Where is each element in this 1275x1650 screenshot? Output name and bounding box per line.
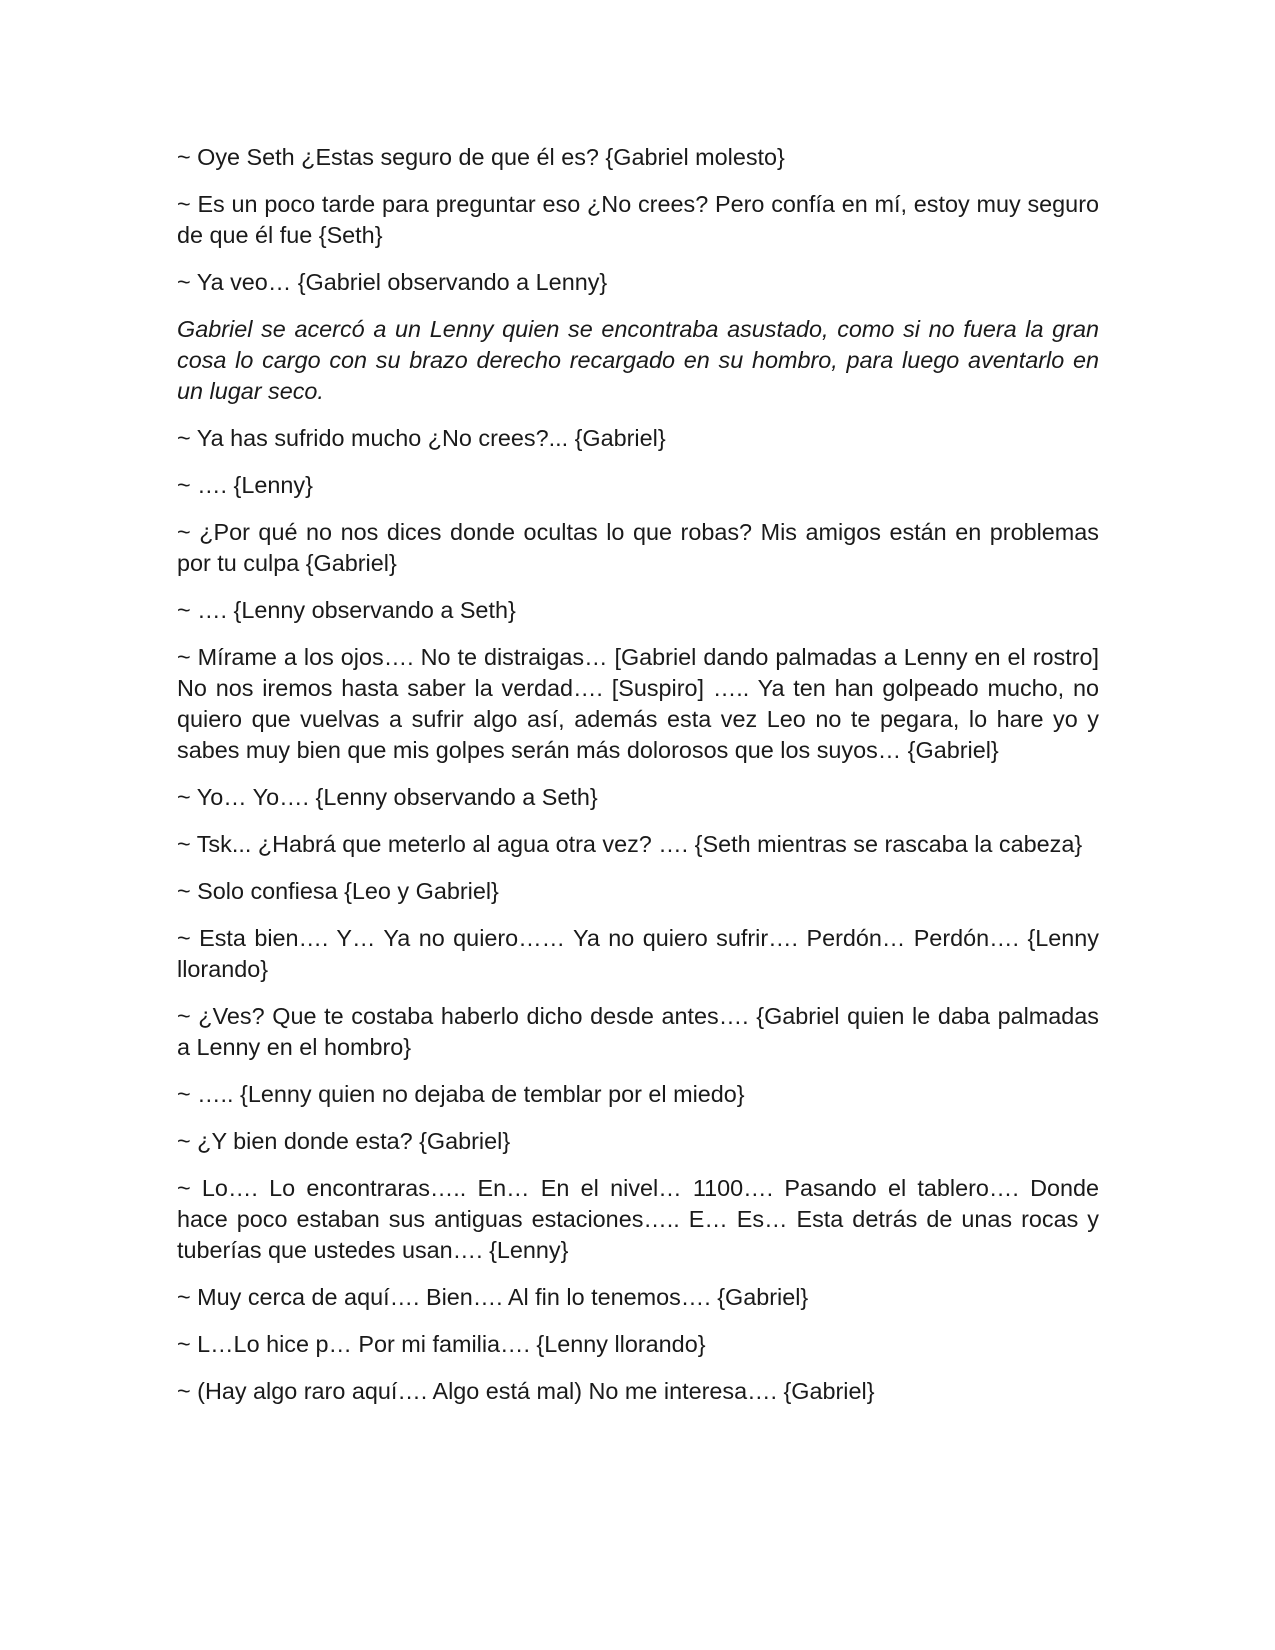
document-page: [177, 142, 1099, 1423]
dialogue-line: ~ ¿Por qué no nos dices donde ocultas lo que robas? Mis amigos están en problemas por tu culpa {Gabriel}: [177, 519, 1099, 576]
dialogue-line: ~ Yo… Yo…. {Lenny observando a Seth}: [177, 784, 598, 810]
dialogue-line: ~ Oye Seth ¿Estas seguro de que él es? {Gabriel molesto}: [177, 144, 785, 170]
dialogue-line: ~ …. {Lenny observando a Seth}: [177, 597, 516, 623]
dialogue-line: ~ Muy cerca de aquí…. Bien…. Al fin lo tenemos…. {Gabriel}: [177, 1284, 809, 1310]
dialogue-line: ~ Ya veo… {Gabriel observando a Lenny}: [177, 269, 608, 295]
dialogue-line: ~ Esta bien…. Y… Ya no quiero…… Ya no quiero sufrir…. Perdón… Perdón…. {Lenny llorando}: [177, 925, 1099, 982]
dialogue-line: ~ Solo confiesa {Leo y Gabriel}: [177, 878, 499, 904]
dialogue-line: ~ ….. {Lenny quien no dejaba de temblar por el miedo}: [177, 1081, 745, 1107]
dialogue-line: ~ ¿Ves? Que te costaba haberlo dicho desde antes…. {Gabriel quien le daba palmadas a Lenny en el hombro}: [177, 1003, 1099, 1060]
dialogue-line: ~ Es un poco tarde para preguntar eso ¿No crees? Pero confía en mí, estoy muy seguro de que él fue {Seth}: [177, 191, 1099, 248]
dialogue-line: ~ Ya has sufrido mucho ¿No crees?... {Gabriel}: [177, 425, 666, 451]
dialogue-line: ~ (Hay algo raro aquí…. Algo está mal) No me interesa…. {Gabriel}: [177, 1378, 875, 1404]
dialogue-line: ~ L…Lo hice p… Por mi familia…. {Lenny llorando}: [177, 1331, 706, 1357]
dialogue-line: ~ ¿Y bien donde esta? {Gabriel}: [177, 1128, 511, 1154]
narration-paragraph: Gabriel se acercó a un Lenny quien se encontraba asustado, como si no fuera la gran cosa lo cargo con su brazo derecho recargado en su hombro, para luego aventarlo en un lugar seco.: [177, 316, 1099, 404]
dialogue-line: ~ Mírame a los ojos…. No te distraigas… [Gabriel dando palmadas a Lenny en el rostro] No nos iremos hasta saber la verdad…. [Suspiro] ….. Ya ten han golpeado mucho, no quiero que vuelvas a sufrir algo así, además esta vez Leo no te pegara, lo hare yo y sabes muy bien que mis golpes serán más dolorosos que los suyos… {Gabriel}: [177, 644, 1099, 763]
dialogue-line: ~ …. {Lenny}: [177, 472, 313, 498]
dialogue-line: ~ Lo…. Lo encontraras….. En… En el nivel… 1100…. Pasando el tablero…. Donde hace poco estaban sus antiguas estaciones….. E… Es… Esta detrás de unas rocas y tuberías que ustedes usan…. {Lenny}: [177, 1175, 1099, 1263]
dialogue-line: ~ Tsk... ¿Habrá que meterlo al agua otra vez? …. {Seth mientras se rascaba la cabeza}: [177, 831, 1083, 857]
